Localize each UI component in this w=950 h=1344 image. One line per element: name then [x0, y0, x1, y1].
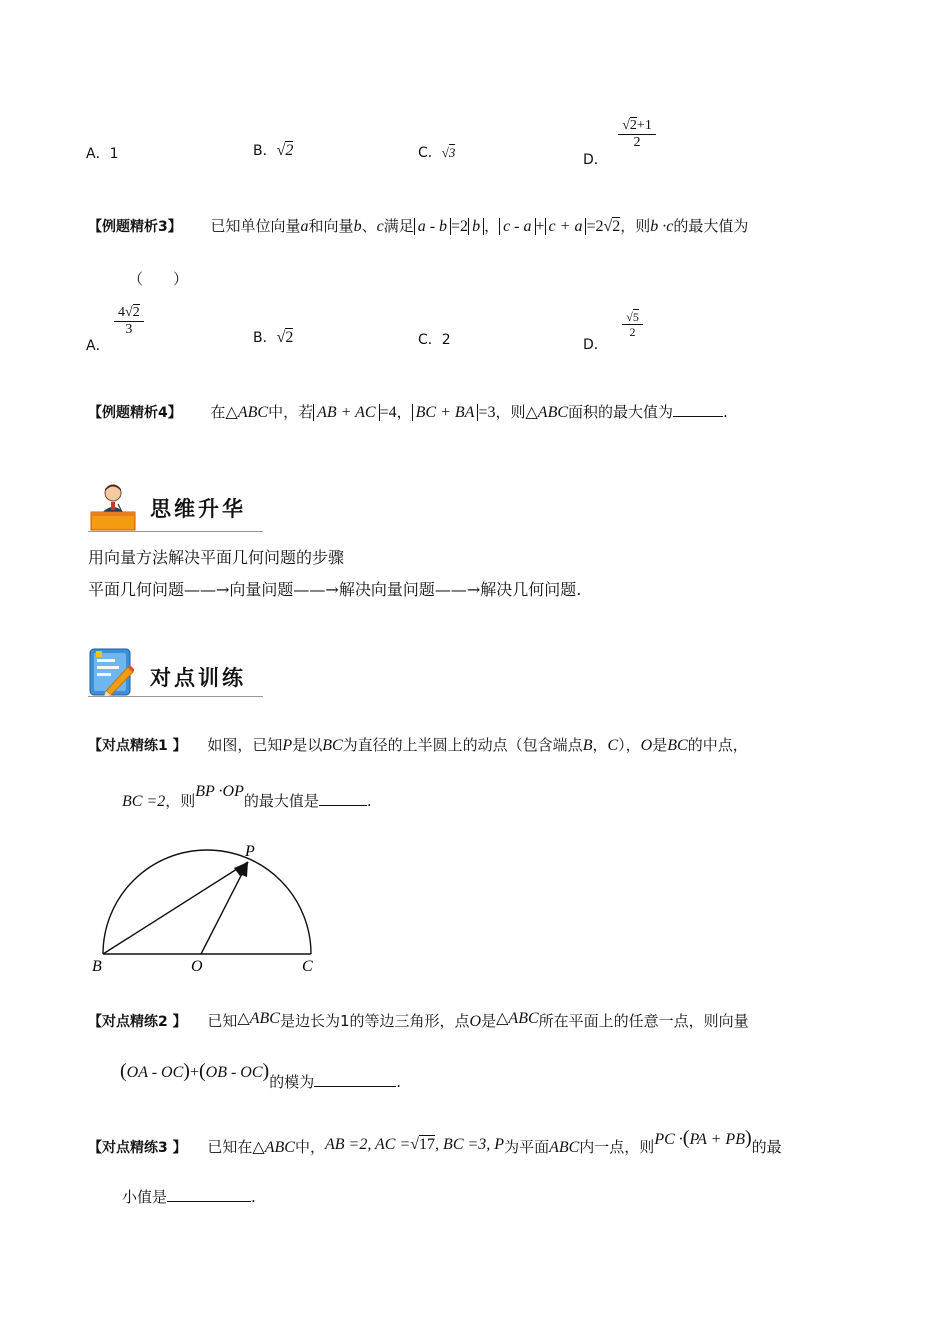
text: 已知 [207, 1012, 238, 1030]
math: =2 [586, 218, 604, 235]
text: 已知在 [207, 1138, 253, 1156]
radicand: 2 [629, 118, 637, 133]
answer-blank[interactable] [167, 1201, 251, 1202]
paren: ) [262, 1060, 270, 1082]
radicand: 2 [285, 329, 294, 346]
option-c [418, 142, 455, 162]
example-tag: 【例题精析3】 [88, 219, 182, 235]
section-banner-title: 对点训练 [150, 666, 246, 690]
text: 中，若 [268, 403, 314, 421]
text: 的等边三角形，点 [349, 1012, 470, 1030]
option-label: D． [583, 336, 608, 353]
abs-expr: BC + BA [412, 404, 479, 421]
text: ， [592, 736, 608, 754]
dot-product: BP ·OP [195, 783, 244, 800]
option-d [583, 310, 643, 353]
text: 已知单位向量 [210, 217, 301, 235]
semicircle-figure [88, 838, 328, 978]
numerator: 4√2 [114, 305, 144, 322]
text: 的最 [751, 1138, 782, 1156]
text: ， [396, 403, 412, 421]
triangle: △ABC [225, 404, 269, 421]
math: ABC [549, 1139, 580, 1156]
math: OB - OC [205, 1064, 263, 1081]
point-o-label: O [191, 958, 203, 975]
text: 所在平面上的任意一点，则向量 [538, 1012, 749, 1030]
training-tag: 【对点精练1 】 [88, 738, 187, 754]
coef: 4 [118, 305, 126, 320]
denominator: 3 [125, 322, 133, 337]
abs-expr: c + a [545, 218, 587, 235]
text: 的最大值为 [673, 217, 749, 235]
sqrt-expr: √2 [603, 218, 621, 235]
section-banner-title: 思维升华 [150, 497, 246, 521]
point-b-label: B [92, 958, 102, 975]
abs-expr: AB + AC [313, 404, 380, 421]
radicand: 2 [132, 305, 140, 320]
fraction [114, 305, 144, 338]
text: 小值是 [122, 1188, 168, 1206]
text: 内一点，则 [579, 1138, 655, 1156]
paren: ( [682, 1127, 690, 1149]
text: 是边长为 [279, 1012, 340, 1030]
text: 、 [361, 217, 377, 235]
option-label: A． [86, 337, 110, 354]
denominator: 2 [629, 325, 636, 339]
math: , BC =3, P [435, 1136, 505, 1153]
text: 是以 [292, 736, 323, 754]
text: 和向量 [308, 217, 354, 235]
summary-heading: 用向量方法解决平面几何问题的步骤 [88, 548, 345, 567]
math: =3 [478, 404, 496, 421]
math: OA - OC [126, 1064, 184, 1081]
training-tag: 【对点精练3 】 [88, 1140, 187, 1156]
example-4-line [88, 401, 728, 422]
option-label: A． [86, 146, 110, 162]
point-c-label: C [302, 958, 313, 975]
fraction [622, 310, 643, 339]
text: . [723, 403, 728, 421]
text: 为直径的上半圆上的动点（包含端点 [342, 736, 583, 754]
answer-blank[interactable] [314, 1086, 396, 1087]
text: 面积的最大值为 [568, 403, 674, 421]
training-2-line1 [88, 1010, 749, 1031]
math: + [535, 218, 545, 235]
text: 的中点， [687, 736, 748, 754]
sqrt-expr: √17 [410, 1136, 436, 1153]
summary-steps: 平面几何问题——→向量问题——→解决向量问题——→解决几何问题. [88, 580, 582, 599]
banner-underline [88, 531, 263, 532]
paren: ( [198, 1060, 206, 1082]
text: ，则 [165, 792, 196, 810]
abs-expr: a - b [414, 218, 451, 235]
vector-b: b [353, 218, 362, 235]
text: . [251, 1188, 256, 1206]
sqrt-expr: √2 [276, 142, 294, 159]
denominator: 2 [633, 135, 641, 150]
text: 的最大值是 [243, 792, 319, 810]
numerator: √5 [622, 310, 643, 325]
option-a [86, 305, 144, 354]
training-3-line1 [88, 1127, 782, 1158]
math: P [282, 737, 293, 754]
sqrt-expr: √2 [276, 329, 294, 346]
math: BC [322, 737, 343, 754]
option-d [583, 118, 656, 168]
option-label: B． [253, 330, 277, 346]
point-p-label: P [245, 843, 255, 860]
abs-expr: c - a [499, 218, 535, 235]
numerator: √2+1 [618, 118, 656, 135]
option-label: C． [418, 145, 442, 161]
text: ，则 [495, 403, 526, 421]
math: C [607, 737, 619, 754]
option-a [86, 143, 119, 163]
text: . [396, 1073, 401, 1091]
answer-blank[interactable] [319, 805, 367, 806]
math: + [189, 1064, 199, 1081]
abs-expr: b [468, 218, 484, 235]
text: ）， [618, 736, 641, 754]
paren: ) [183, 1060, 190, 1082]
radicand: 5 [632, 310, 639, 324]
teacher-podium-icon [88, 482, 138, 532]
paren: ( [120, 1060, 127, 1082]
option-label: B． [253, 143, 277, 159]
math: B [582, 737, 593, 754]
paren: ) [744, 1127, 752, 1149]
option-label: C． [418, 332, 442, 348]
radicand: 17 [419, 1136, 436, 1153]
sqrt-expr: √3 [441, 145, 456, 160]
training-tag: 【对点精练2 】 [88, 1014, 187, 1030]
answer-paren: （ ） [128, 270, 189, 288]
option-b [253, 140, 293, 160]
radicand: 2 [612, 218, 621, 235]
math: PA + PB [689, 1131, 745, 1148]
dot-product: b ·c [650, 218, 674, 235]
text: 为平面 [504, 1138, 550, 1156]
triangle: △ABC [525, 404, 569, 421]
training-1-line2 [122, 783, 372, 811]
triangle: △ABC [237, 1010, 280, 1027]
option-c [418, 329, 451, 349]
example-tag: 【例题精析4】 [88, 405, 182, 421]
math: O [469, 1013, 482, 1030]
text: 是 [481, 1012, 497, 1030]
option-value: 2 [441, 332, 451, 348]
banner-underline [88, 696, 263, 697]
text: 是 [652, 736, 668, 754]
example-3-line [88, 215, 748, 236]
text: . [366, 792, 372, 810]
option-label: D． [583, 151, 608, 168]
vector-c: c [376, 218, 384, 235]
text: 在 [210, 403, 226, 421]
math: AB =2, AC = [324, 1136, 411, 1153]
math: BC [667, 737, 688, 754]
fraction [618, 118, 656, 151]
vector-a: a [300, 218, 309, 235]
option-value: 1 [109, 146, 119, 162]
triangle: △ABC [252, 1139, 295, 1156]
math: O [640, 737, 653, 754]
text: ， [484, 217, 500, 235]
text: 的模为 [269, 1073, 315, 1091]
math: BC =2 [122, 793, 166, 810]
answer-blank[interactable] [673, 416, 723, 417]
text: 如图，已知 [207, 736, 283, 754]
text: 中， [294, 1138, 325, 1156]
text: 1 [339, 1012, 350, 1030]
triangle: △ABC [496, 1010, 539, 1027]
training-1-line1 [88, 734, 748, 755]
option-b [253, 327, 293, 347]
text: ，则 [620, 217, 651, 235]
math: PC · [654, 1131, 683, 1148]
text: 满足 [383, 217, 414, 235]
training-2-line2 [120, 1060, 401, 1091]
math: =4 [379, 404, 397, 421]
radicand: 2 [285, 142, 294, 159]
notebook-pencil-icon [88, 647, 134, 697]
math: =2 [451, 218, 469, 235]
radicand: 3 [448, 145, 456, 160]
training-3-line2 [122, 1186, 256, 1207]
num-tail: +1 [636, 118, 652, 133]
